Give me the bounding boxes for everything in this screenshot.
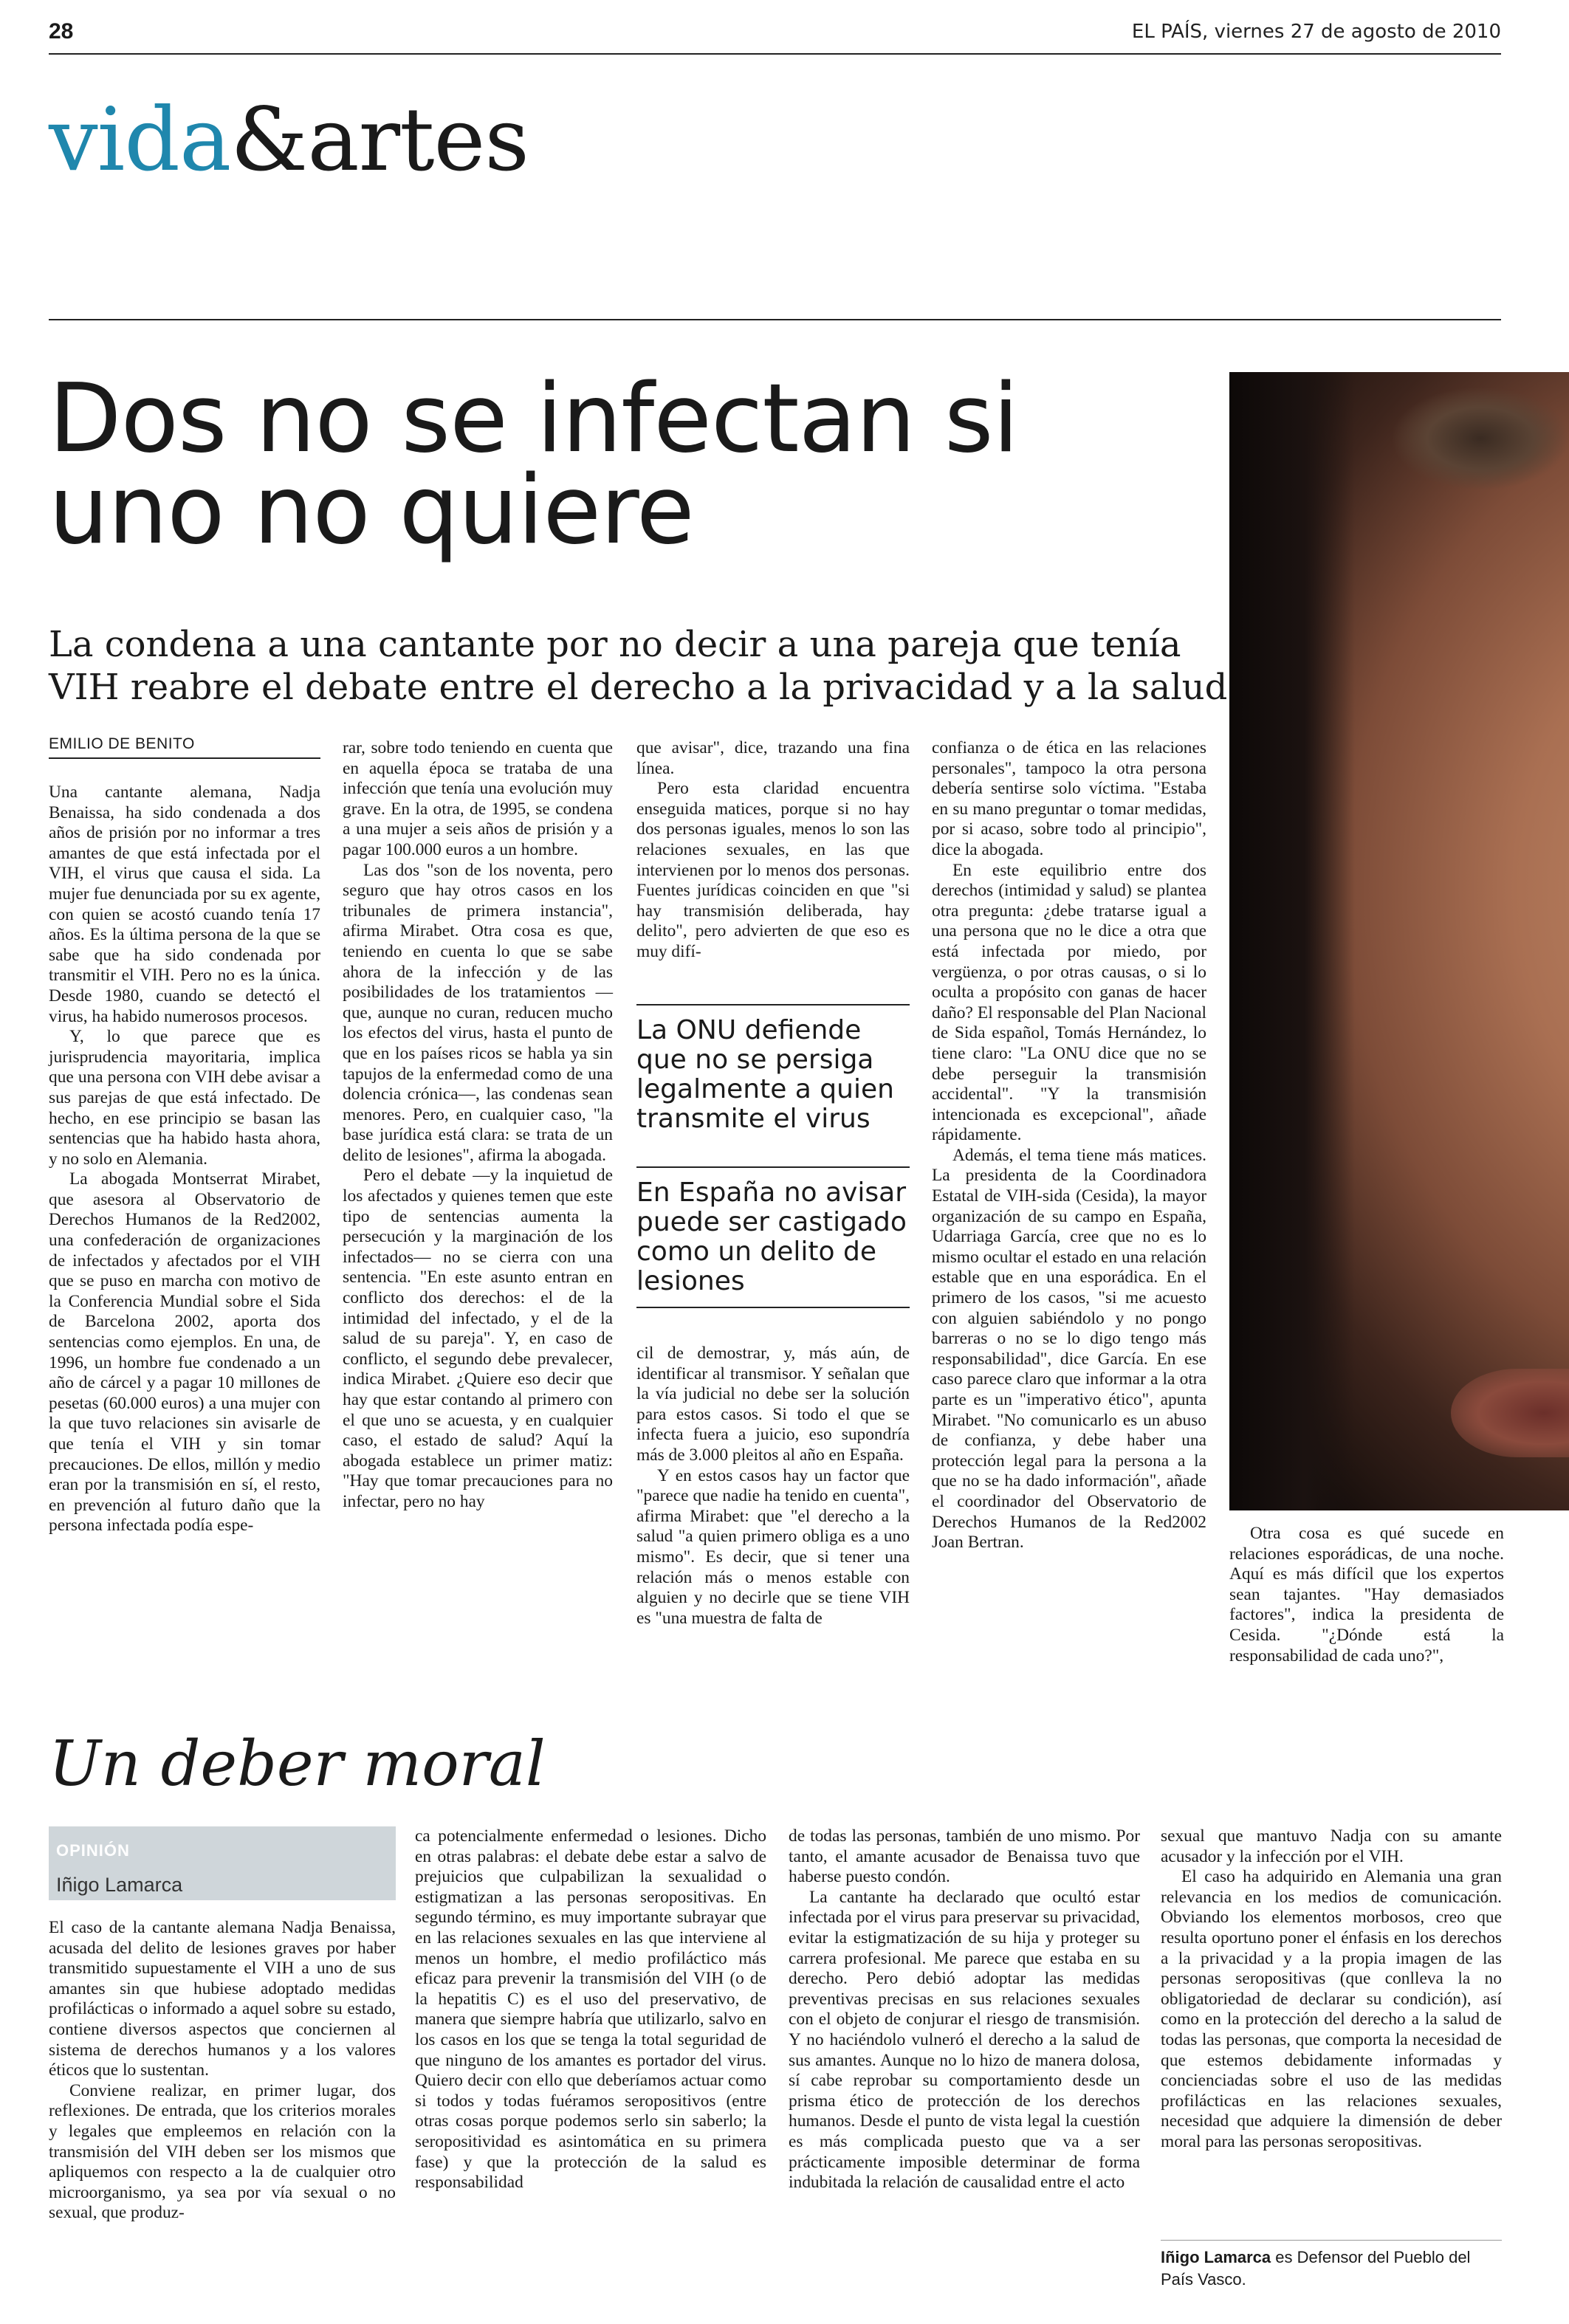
dateline: EL PAÍS, viernes 27 de agosto de 2010 bbox=[1131, 21, 1501, 43]
author-footnote bbox=[1161, 2240, 1502, 2291]
headline: Dos no se infectan si uno no quiere bbox=[49, 364, 1019, 565]
paragraph: El caso ha adquirido en Alemania una gran relevancia en los medios de comunicación. Obviando los elementos morbosos, creo que resulta oportuno poner el énfasis en los derechos a la privacidad y a la propia imagen de las personas seropositivas (que conlleva la no obligatoriedad de declarar su condición), así como en la protección del derecho a la salud de todas las personas, que comporta la necesidad de que estemos debidamente informadas y concienciadas sobre el uso de las medidas profilácticas en las relaciones sexuales, necesidad que adquiere la dimensión de deber moral para las personas seropositivas. bbox=[1161, 1867, 1502, 2151]
paragraph: En este equilibrio entre dos derechos (intimidad y salud) se plantea otra pregunta: ¿debe tratarse igual a una persona que no le dice a otra que está infectada por miedo, por vergüenza, o por otras causas, o si lo oculta a propósito con ganas de hacer daño? El responsable del Plan Nacional de Sida español, Tomás Hernández, lo tiene claro: "La ONU dice que no se debe perseguir la transmisión accidental". "Y la transmisión intencionada es excepcional", añade rápidamente. bbox=[932, 860, 1206, 1145]
paragraph: Pero esta claridad encuentra enseguida matices, porque si no hay dos personas iguales, menos lo son las relaciones sexuales, en las que intervienen por lo menos dos personas. Fuentes jurídicas coinciden en que "si hay transmisión deliberada, hay delito", pero advierten de que eso es muy difí- bbox=[636, 779, 910, 961]
paragraph: Las dos "son de los noventa, pero seguro que hay otros casos en los tribunales de primera instancia", afirma Mirabet. Otra cosa es que, teniendo en cuenta lo que se sabe ahora de la infección y de las posibilidades de los tratamientos —que, aunque no curan, reducen mucho los efectos del virus, hasta el punto de que en los países ricos se habla ya sin tapujos de la enfermedad como de una dolencia crónica—, las condenas sean menores. Pero, en cualquier caso, "la base jurídica está clara: se trata de un delito de lesiones", afirma la abogada. bbox=[343, 860, 613, 1165]
paragraph: ca potencialmente enfermedad o lesiones. Dicho en otras palabras: el debate debe estar a salvo de prejuicios que culpabilizan la sexualidad o estigmatizan a las personas seropositivas. En segundo término, es muy importante subrayar que en las relaciones sexuales en las que interviene al menos un hombre, el medio profiláctico más eficaz para prevenir la transmisión del VIH (o de la hepatitis C) es el uso del preservativo, de manera que siempre habría que utilizarlo, salvo en los casos en los que se tenga la total seguridad de que ninguno de los amantes es portador del virus. Quiero decir con ello que deberíamos actuar como si todos y todas fuéramos seropositivos (entre otras cosas porque podemos serlo sin saberlo; la seropositividad es asintomática en su primera fase) y que la protección de la salud es responsabilidad bbox=[415, 1826, 766, 2193]
byline: EMILIO DE BENITO bbox=[49, 735, 320, 759]
article-column-3 bbox=[636, 738, 910, 963]
opinion-column-2 bbox=[415, 1826, 766, 2193]
page-number: 28 bbox=[49, 19, 74, 44]
article-column-5 bbox=[1229, 1524, 1504, 1666]
opinion-column-4 bbox=[1161, 1826, 1502, 2153]
article-column-4 bbox=[932, 738, 1206, 1553]
paragraph: Y, lo que parece que es jurisprudencia mayoritaria, implica que una persona con VIH debe avisar a sus parejas de que está infectado. De hecho, en ese principio se basan las sentencias que ha habido hasta ahora, y no solo en Alemania. bbox=[49, 1027, 320, 1169]
section-rule bbox=[49, 319, 1501, 320]
paragraph: El caso de la cantante alemana Nadja Benaissa, acusada del delito de lesiones graves por haber transmitido supuestamente el VIH a uno de sus amantes sin que hubiese adoptado medidas profilácticas o informado a aquel sobre su estado, contiene diversos aspectos que conciernen al sistema de derechos humanos y a los valores éticos que lo sustentan. bbox=[49, 1918, 396, 2080]
photo-hair-shadow bbox=[1229, 372, 1355, 1510]
deck: La condena a una cantante por no decir a una pareja que tenía VIH reabre el debate entre el derecho a la privacidad y a la salud bbox=[49, 624, 1228, 708]
paragraph: confianza o de ética en las relaciones personales", tampoco la otra persona debería sentirse solo víctima. "Estaba en su mano preguntar o tomar medidas, por si acaso, sobre todo al principio", dice la abogada. bbox=[932, 738, 1206, 859]
paragraph: La abogada Montserrat Mirabet, que asesora al Observatorio de Derechos Humanos de la Red2002, una confederación de organizaciones de infectados y afectados por el VIH que se puso en marcha con motivo de la Conferencia Mundial sobre el Sida de Barcelona 2002, aporta dos sentencias como ejemplos. En una, de 1996, un hombre fue condenado a un año de cárcel y a pagar 10 millones de pesetas (60.000 euros) a una mujer con la que tuvo relaciones sin avisarle de que tenía el VIH y sin tomar precauciones. De ellos, millón y medio eran por la transmisión en sí, el resto, en prevención al futuro daño que la persona infectada podía espe- bbox=[49, 1169, 320, 1536]
section-title-artes: &artes bbox=[230, 89, 529, 190]
paragraph: Una cantante alemana, Nadja Benaissa, ha sido condenada a dos años de prisión por no informar a tres amantes de que está infectada por el VIH, el virus que causa el sida. La mujer fue denunciada por su ex agente, con quien se acostó cuando tenía 17 años. Es la última persona de la que se sabe que ha sido condenada por transmitir el VIH. Pero no es la única. Desde 1980, cuando se detectó el virus, ha habido numerosos procesos. bbox=[49, 783, 320, 1026]
article-column-3-continued bbox=[636, 1344, 910, 1629]
footnote-text: es Defensor del Pueblo del País Vasco. bbox=[1161, 2248, 1471, 2289]
article-column-1 bbox=[49, 783, 320, 1536]
paragraph: Pero el debate —y la inquietud de los afectados y quienes temen que este tipo de sentencias aumenta la persecución y la marginación de los infectados— no se cierra con una sentencia. "En este asunto entran en conflicto dos derechos: el de la intimidad del infectado, y el de la salud de su pareja". Y, en caso de conflicto, el segundo debe prevalecer, indica Mirabet. ¿Quiere eso decir que hay que estar contando al primero con el que uno se acuesta, y en cualquier caso, el estado de salud? Aquí la abogada establece un primer matiz: "Hay que tomar precauciones para no infectar, pero no hay bbox=[343, 1166, 613, 1511]
portrait-photo bbox=[1229, 372, 1569, 1510]
paragraph: que avisar", dice, trazando una fina línea. bbox=[636, 738, 910, 778]
paragraph: rar, sobre todo teniendo en cuenta que en aquella época se trataba de una infección que tenía una evolución muy grave. En la otra, de 1995, se condena a una mujer a seis años de prisión y a pagar 100.000 euros a un hombre. bbox=[343, 738, 613, 859]
opinion-column-3 bbox=[789, 1826, 1140, 2193]
paragraph: cil de demostrar, y, más aún, de identificar al transmisor. Y señalan que la vía judicial no debe ser la solución para estos casos. Si todo el que se infecta fuera a juicio, eso supondría más de 3.000 pleitos al año en España. bbox=[636, 1344, 910, 1465]
footnote-author-name: Iñigo Lamarca bbox=[1161, 2248, 1271, 2266]
pull-quote-1: La ONU defiende que no se persiga legalmente a quien transmite el virus bbox=[636, 1004, 910, 1134]
section-title-vida: vida bbox=[49, 89, 231, 190]
opinion-title: Un deber moral bbox=[49, 1727, 546, 1800]
paragraph: sexual que mantuvo Nadja con su amante acusador y la infección por el VIH. bbox=[1161, 1826, 1502, 1866]
article-column-2 bbox=[343, 738, 613, 1513]
photo-lips bbox=[1451, 1369, 1569, 1457]
top-rule bbox=[49, 53, 1501, 55]
paragraph: de todas las personas, también de uno mismo. Por tanto, el amante acusador de Benaissa tuvo que haberse puesto condón. bbox=[789, 1826, 1140, 1887]
opinion-column-1 bbox=[49, 1918, 396, 2224]
pull-quote-2: En España no avisar puede ser castigado como un delito de lesiones bbox=[636, 1166, 910, 1308]
paragraph: Conviene realizar, en primer lugar, dos reflexiones. De entrada, que los criterios morales y legales que empleemos en relación con la transmisión del VIH deben ser los mismos que apliquemos con respecto a la de cualquier otro microorganismo, ya sea por vía sexual o no sexual, que produz- bbox=[49, 2080, 396, 2223]
paragraph: Otra cosa es qué sucede en relaciones esporádicas, de una noche. Aquí es más difícil que los expertos sean tajantes. "Hay demasiados factores", indica la presidenta de Cesida. "¿Dónde está la responsabilidad de cada uno?", bbox=[1229, 1524, 1504, 1665]
opinion-author: Iñigo Lamarca bbox=[56, 1874, 183, 1896]
opinion-label: OPINIÓN bbox=[56, 1841, 130, 1860]
paragraph: La cantante ha declarado que ocultó estar infectada por el virus para preservar su privacidad, evitar la estigmatización de su hija y proteger su carrera profesional. Me parece que estaba en su derecho. Pero debió adoptar las medidas preventivas precisas en sus relaciones sexuales con el objeto de conjurar el riesgo de transmisión. Y no haciéndolo vulneró el derecho a la salud de sus amantes. Aunque no lo hizo de manera dolosa, sí cabe reprobar su comportamiento desde un prisma ético de protección de los derechos humanos. Desde el punto de vista legal la cuestión es más complicada puesto que va a ser prácticamente imposible determinar de forma indubitada la relación de causalidad entre el acto bbox=[789, 1887, 1140, 2193]
paragraph: Además, el tema tiene más matices. La presidenta de la Coordinadora Estatal de VIH-sida (Cesida), la mayor organización de su campo en España, Udarriaga García, cree que no es lo mismo ocultar el estado en una relación estable que en una esporádica. En el primero de los casos, "si me acuesto con alguien sabiéndolo y no pongo barreras o no se lo digo tengo más responsabilidad", dice García. En ese caso parece claro que informar a la otra parte es un "imperativo ético", apunta Mirabet. "No comunicarlo es un abuso de confianza, y debe haber una protección legal para la persona a la que no se ha dado información", añade el coordinador del Observatorio de Derechos Humanos de la Red2002 Joan Bertran. bbox=[932, 1145, 1206, 1553]
section-title bbox=[49, 89, 529, 190]
paragraph: Y en estos casos hay un factor que "parece que nadie ha tenido en cuenta", afirma Mirabet: que "el derecho a la salud "a quien primero obliga es a uno mismo". Es decir, que si tener una relación más o menos estable con alguien y no decirle que se tiene VIH es "una muestra de falta de bbox=[636, 1465, 910, 1628]
